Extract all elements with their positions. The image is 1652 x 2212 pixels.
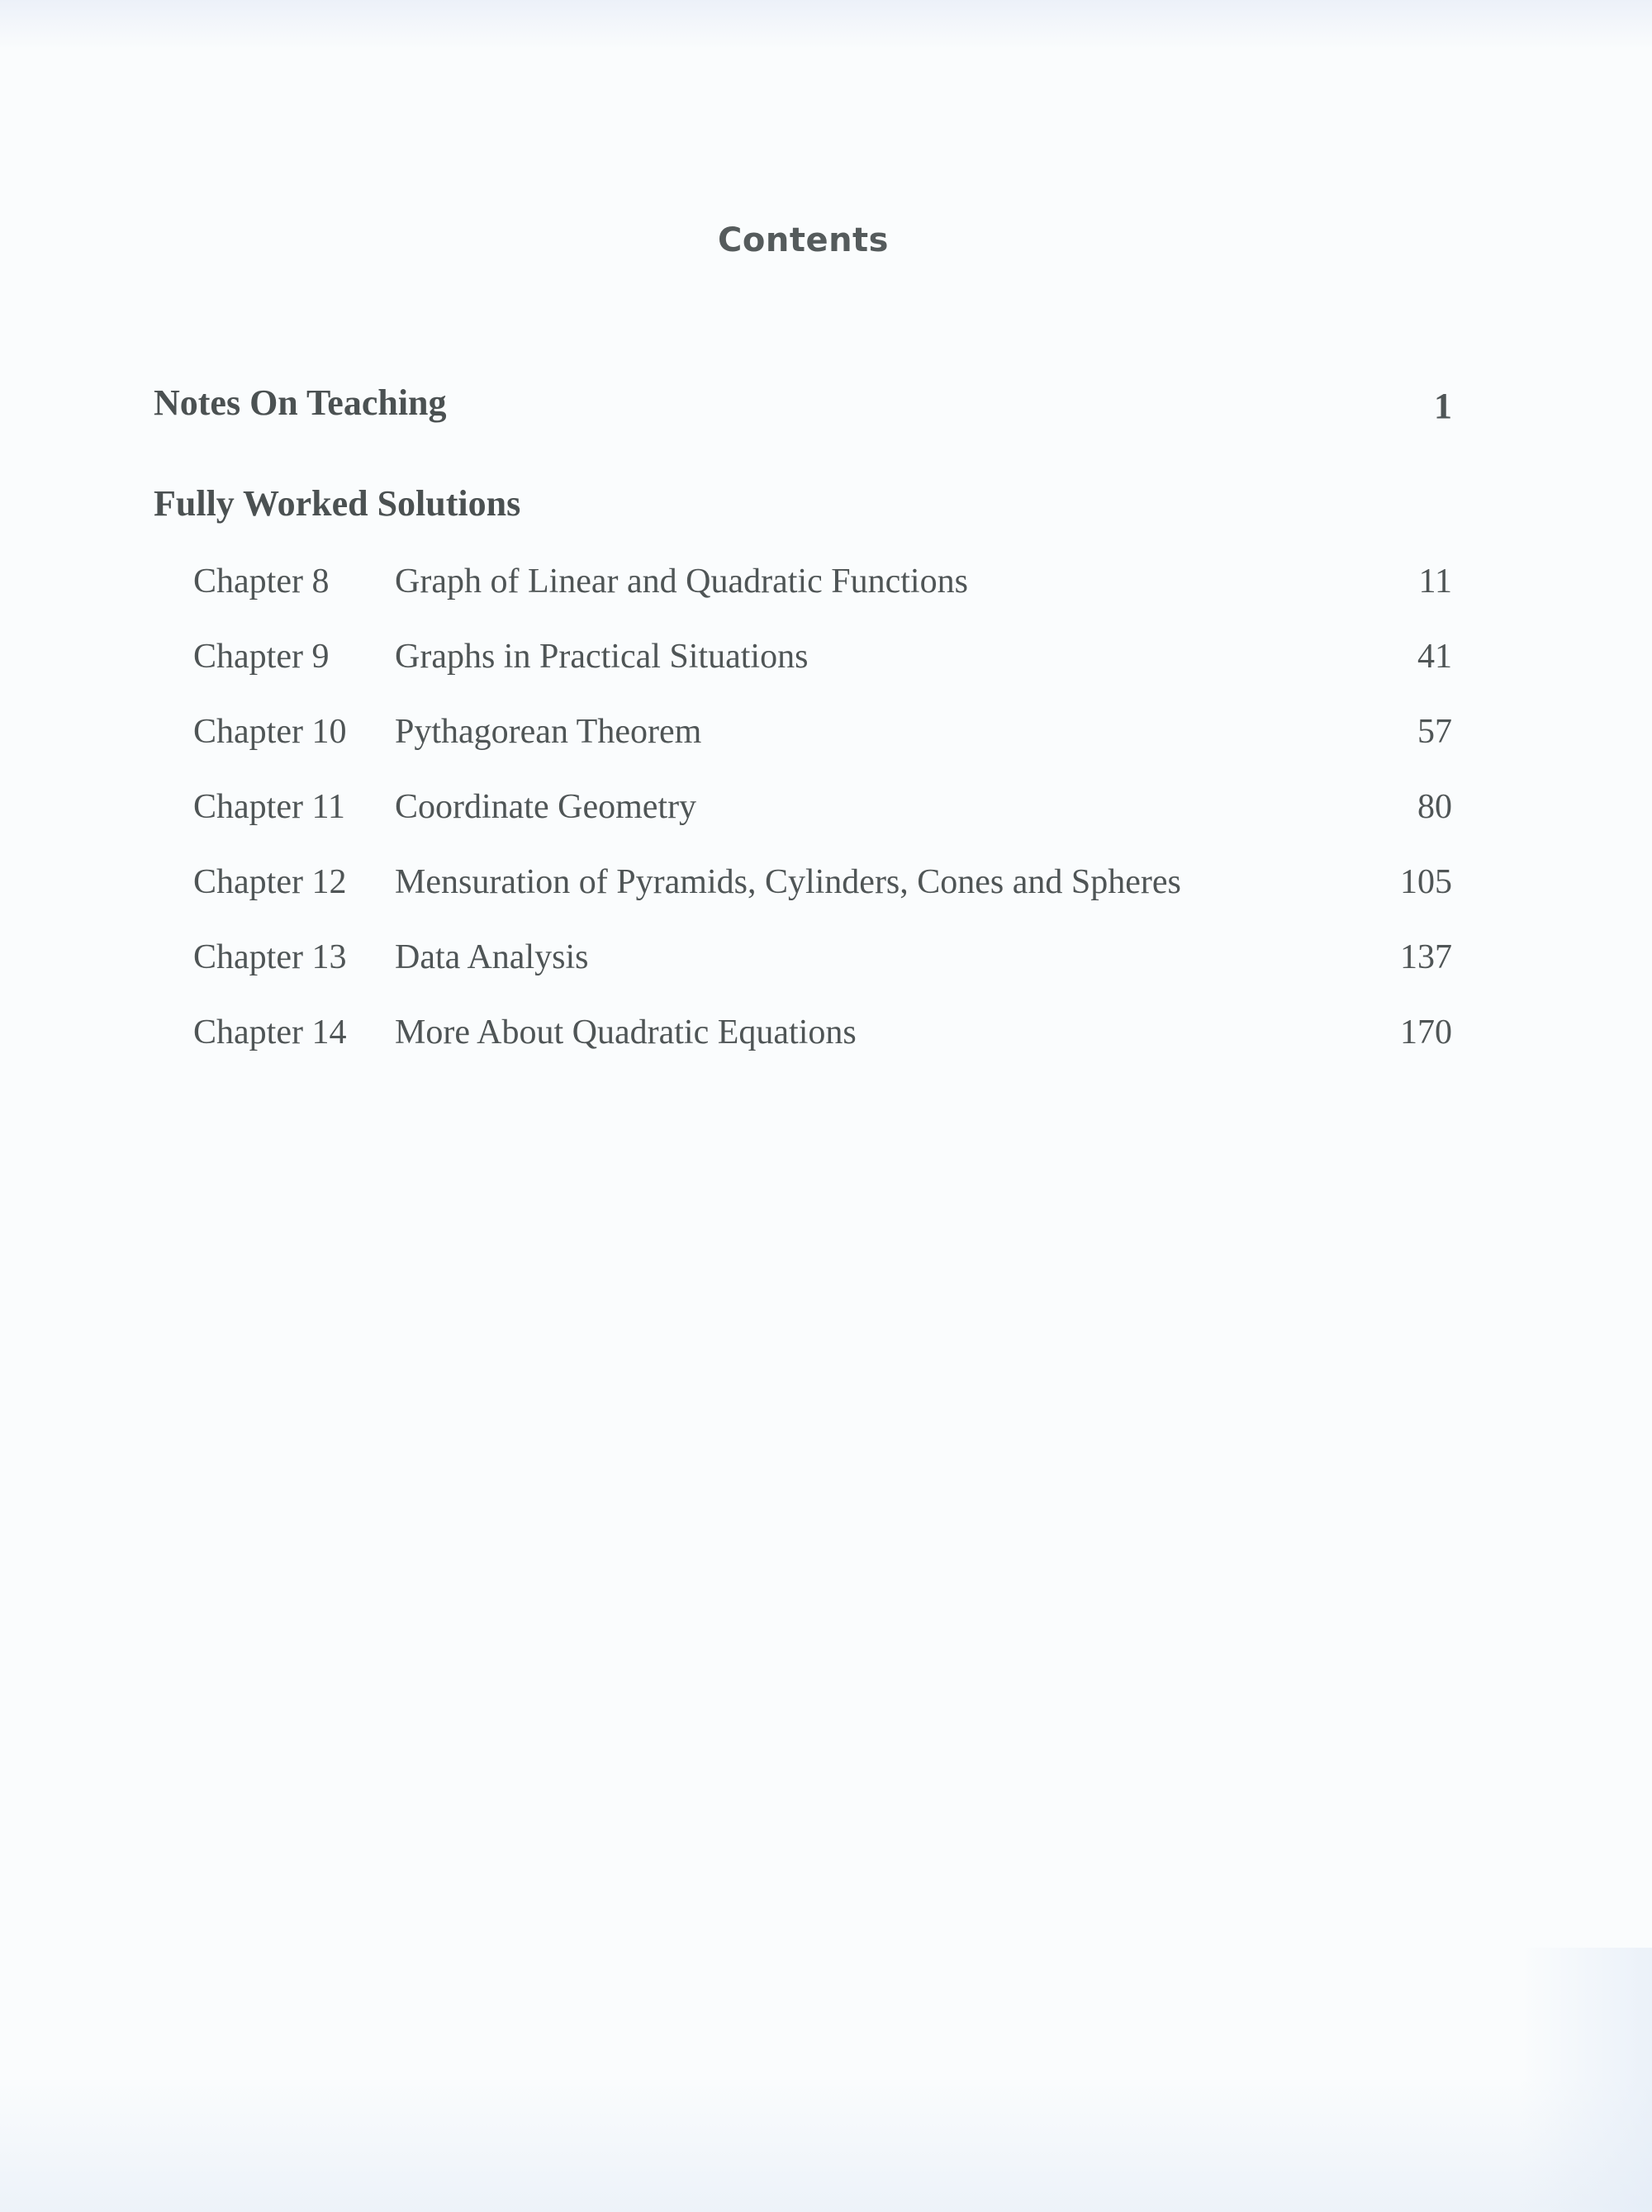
chapter-title: Mensuration of Pyramids, Cylinders, Cones and Spheres: [395, 863, 1181, 901]
toc-entry-fully-worked-solutions: [0, 482, 1652, 532]
chapter-title: More About Quadratic Equations: [395, 1013, 857, 1051]
page-number: 11: [1418, 562, 1452, 600]
chapter-label: Chapter 10: [193, 713, 347, 751]
chapter-title: Pythagorean Theorem: [395, 713, 702, 751]
section-heading: Notes On Teaching: [154, 382, 447, 423]
chapter-title: Data Analysis: [395, 938, 589, 976]
page-number: 80: [1417, 788, 1452, 826]
chapter-label: Chapter 9: [193, 638, 330, 676]
toc-entry-chapter-13[interactable]: [0, 937, 1652, 987]
page-number: 170: [1400, 1013, 1452, 1051]
section-heading: Fully Worked Solutions: [154, 483, 521, 524]
chapter-title: Graphs in Practical Situations: [395, 638, 809, 676]
chapter-label: Chapter 13: [193, 938, 347, 976]
chapter-label: Chapter 12: [193, 863, 347, 901]
toc-entry-chapter-10[interactable]: [0, 712, 1652, 762]
page-number: 57: [1417, 713, 1452, 751]
page-number: 1: [1434, 386, 1452, 426]
scan-shadow-corner: [1520, 1948, 1652, 2212]
page-title: Contents: [718, 221, 889, 259]
chapter-label: Chapter 14: [193, 1013, 347, 1051]
chapter-title: Graph of Linear and Quadratic Functions: [395, 562, 968, 600]
toc-entry-chapter-9[interactable]: [0, 637, 1652, 686]
toc-entry-chapter-8[interactable]: [0, 562, 1652, 611]
toc-entry-chapter-11[interactable]: [0, 787, 1652, 837]
page-number: 105: [1400, 863, 1452, 901]
toc-entry-chapter-14[interactable]: [0, 1013, 1652, 1062]
chapter-label: Chapter 11: [193, 788, 345, 826]
chapter-title: Coordinate Geometry: [395, 788, 697, 826]
page-number: 41: [1417, 638, 1452, 676]
chapter-label: Chapter 8: [193, 562, 330, 600]
scan-shadow-top: [0, 0, 1652, 50]
scan-shadow-bottom: [0, 2080, 1652, 2212]
toc-entry-chapter-12[interactable]: [0, 862, 1652, 912]
page-number: 137: [1400, 938, 1452, 976]
toc-entry-notes-on-teaching[interactable]: [0, 382, 1652, 431]
